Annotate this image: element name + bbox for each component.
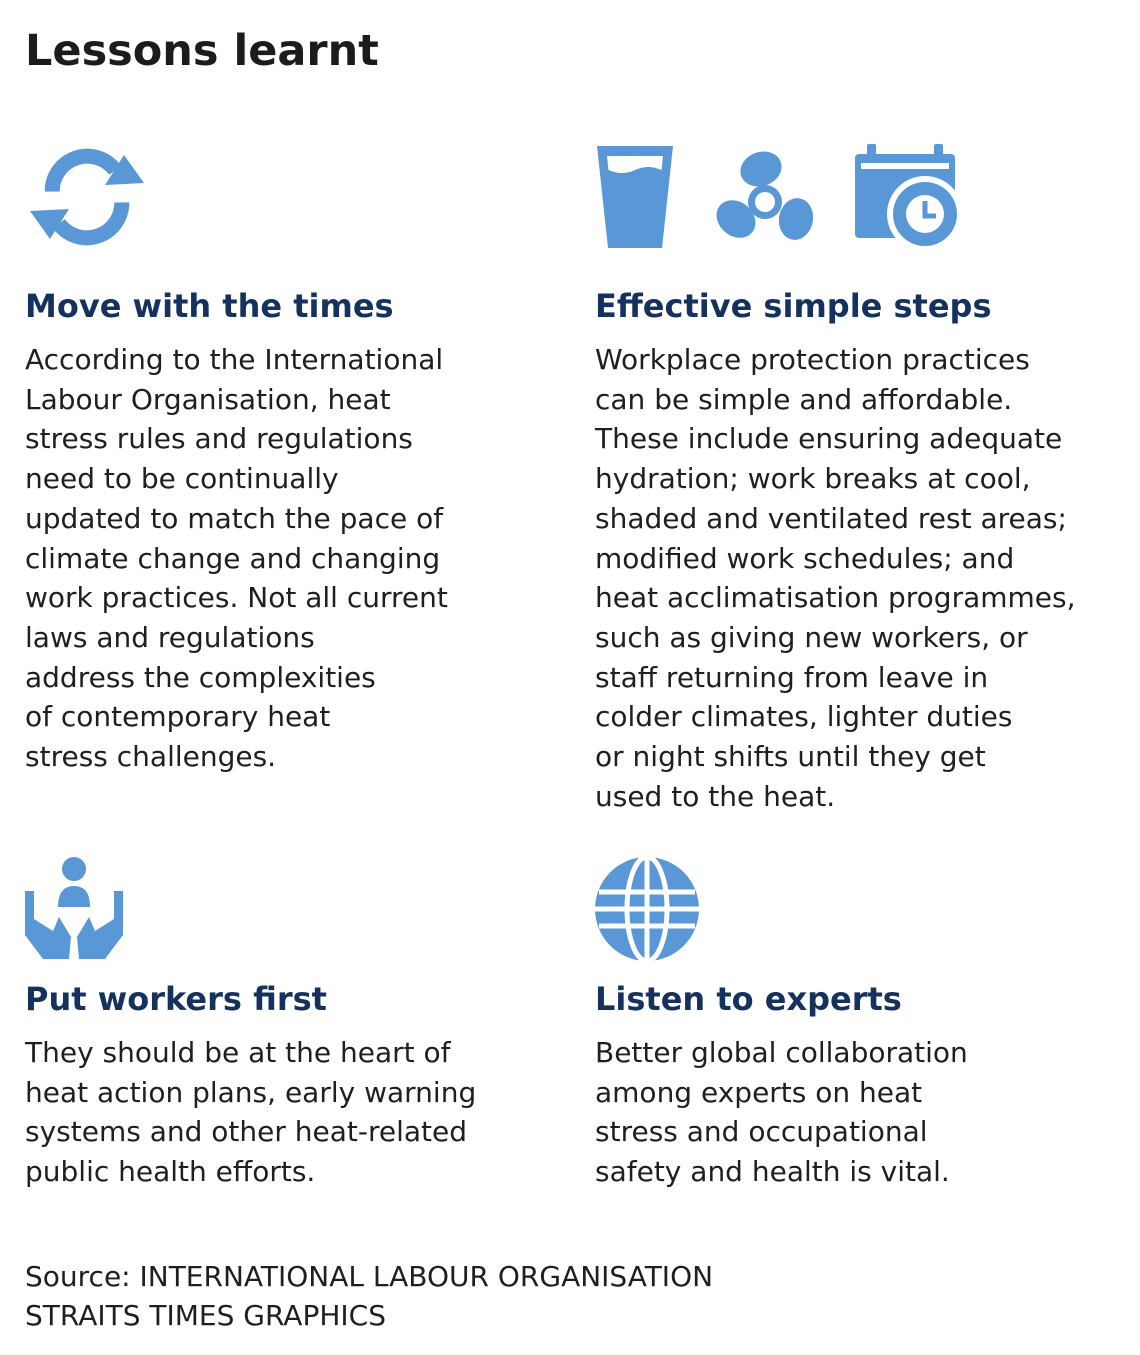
- section-body: Better global collaboration among experts on heat stress and occupational safety and health is vital.: [595, 1036, 968, 1189]
- section-icons: [595, 855, 968, 971]
- section-icons: [25, 142, 448, 258]
- hands-holding-person-icon: [25, 855, 125, 963]
- section-body: Workplace protection practices can be simple and affordable. These include ensuring adequate hydration; work breaks at cool, shaded and ventilated rest areas; modified work schedules; and heat acclimatisation programmes, such as giving new workers, or staff returning from leave in colder climates, lighter duties or night shifts until they get used to the heat.: [595, 343, 1076, 813]
- section-heading: Listen to experts: [595, 980, 902, 1018]
- section-listen-to-experts: [595, 855, 968, 1192]
- section-heading: Move with the times: [25, 287, 394, 325]
- section-heading: Effective simple steps: [595, 287, 992, 325]
- refresh-arrows-icon: [25, 142, 149, 252]
- section-move-with-the-times: [25, 142, 448, 777]
- calendar-clock-icon: [855, 142, 961, 252]
- section-heading: Put workers first: [25, 980, 327, 1018]
- source-line: Source: INTERNATIONAL LABOUR ORGANISATION: [25, 1260, 714, 1293]
- section-icons: [25, 855, 476, 971]
- section-body: They should be at the heart of heat action plans, early warning systems and other heat-related public health efforts.: [25, 1036, 477, 1189]
- page-title: Lessons learnt: [25, 26, 379, 76]
- credit-line: STRAITS TIMES GRAPHICS: [25, 1299, 386, 1332]
- source-credit: [25, 1257, 713, 1335]
- section-icons: [595, 142, 1076, 258]
- section-body: According to the International Labour Organisation, heat stress rules and regulations need to be continually updated to match the pace of climate change and changing work practices. Not all current laws and regulations address the complexities of contemporary heat stress challenges.: [25, 343, 448, 774]
- globe-icon: [595, 855, 701, 963]
- fan-icon: [713, 142, 817, 252]
- section-effective-simple-steps: [595, 142, 1076, 816]
- water-glass-icon: [595, 142, 675, 252]
- section-put-workers-first: [25, 855, 476, 1192]
